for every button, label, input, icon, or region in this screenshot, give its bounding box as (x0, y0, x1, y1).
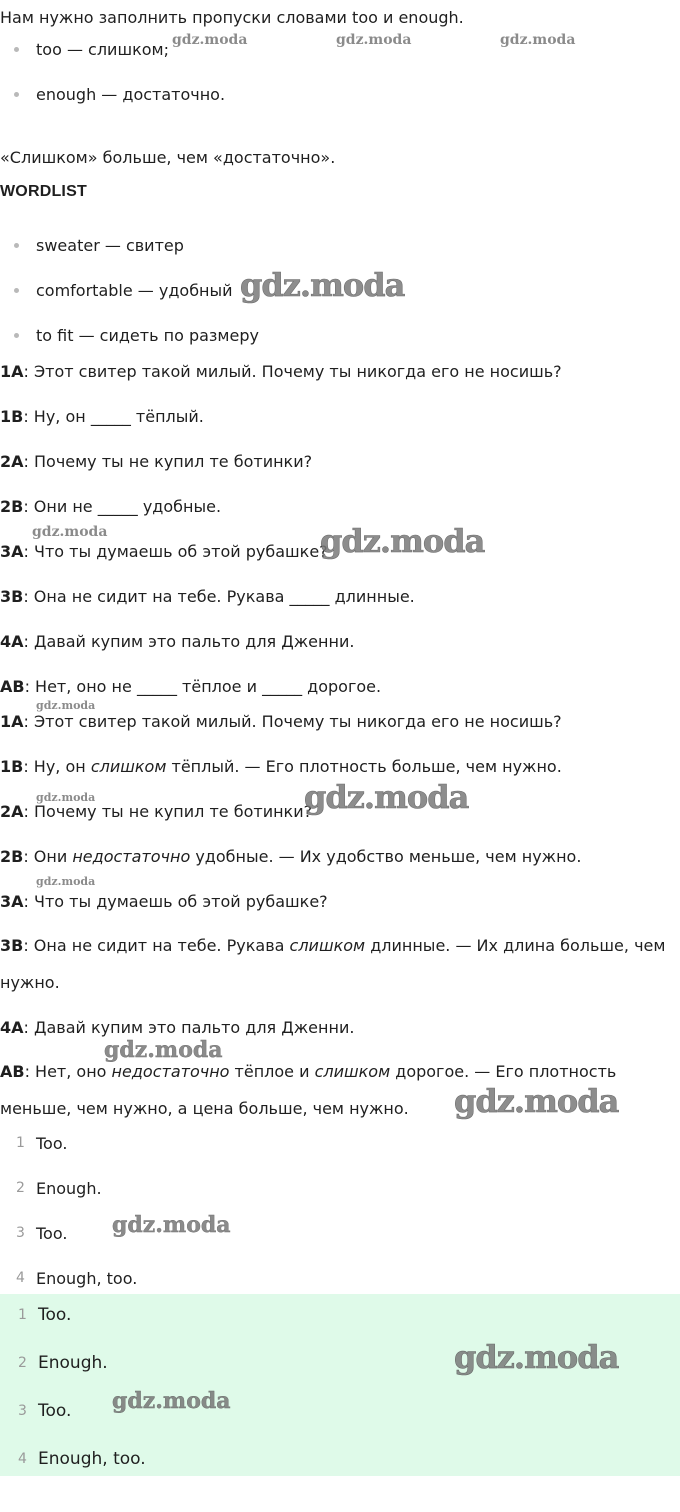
item-number: 2 (16, 1180, 25, 1196)
speaker-label: 1B (0, 407, 24, 426)
item-number: 1 (16, 1135, 25, 1151)
bullet-icon (14, 333, 19, 338)
note-text: «Слишком» больше, чем «достаточно». (0, 148, 336, 167)
watermark-logo: gdz.moda (32, 524, 108, 540)
speaker-label: 2B (0, 497, 24, 516)
watermark-logo: gdz.moda (240, 266, 405, 304)
speaker-label: 4A (0, 1018, 24, 1037)
dialogue-line: 3A: Что ты думаешь об этой рубашке? (0, 542, 328, 561)
watermark-logo: gdz.moda (454, 1082, 619, 1120)
intro-text: Нам нужно заполнить пропуски словами too и enough. (0, 8, 464, 27)
speaker-label: 1A (0, 712, 24, 731)
speaker-label: 2A (0, 452, 24, 471)
highlighted-answers: 1 Too. 2 Enough. 3 Too. 4 Enough, too. (0, 1294, 680, 1476)
speaker-label: 3B (0, 936, 24, 955)
item-number: 4 (18, 1451, 27, 1467)
speaker-label: 2A (0, 802, 24, 821)
dialogue-line: 2B: Они не _____ удобные. (0, 497, 222, 516)
dialogue-line: 1A: Этот свитер такой милый. Почему ты никогда его не носишь? (0, 362, 562, 381)
speaker-label: 2B (0, 847, 24, 866)
watermark-logo: gdz.moda (112, 1212, 231, 1238)
watermark-logo: gdz.moda (454, 1338, 619, 1376)
speaker-label: AB (0, 1062, 25, 1081)
dialogue-line: 1A: Этот свитер такой милый. Почему ты никогда его не носишь? (0, 712, 562, 731)
speaker-label: 4A (0, 632, 24, 651)
watermark-logo: gdz.moda (304, 778, 469, 816)
wordlist-heading: WORDLIST (0, 183, 87, 200)
speaker-label: 3B (0, 587, 24, 606)
item-number: 4 (16, 1270, 25, 1286)
bullet-icon (14, 288, 19, 293)
speaker-label: AB (0, 677, 25, 696)
dialogue-line: 2A: Почему ты не купил те ботинки? (0, 452, 313, 471)
watermark-logo: gdz.moda (36, 791, 96, 804)
dialogue-line: 1B: Ну, он слишком тёплый. — Его плотность больше, чем нужно. (0, 757, 562, 776)
dialogue-line: 2A: Почему ты не купил те ботинки? (0, 802, 313, 821)
item-number: 1 (18, 1307, 27, 1323)
bullet-icon (14, 243, 19, 248)
watermark-logo: gdz.moda (112, 1388, 231, 1414)
watermark-logo: gdz.moda (320, 522, 485, 560)
dialogue-line: AB: Нет, оно недостаточно тёплое и слишком дорогое. — Его плотность меньше, чем нужно, а цена больше, чем нужно. (0, 1062, 617, 1118)
dialogue-line: 3B: Она не сидит на тебе. Рукава слишком длинные. — Их длина больше, чем нужно. (0, 936, 666, 992)
item-number: 3 (16, 1225, 25, 1241)
bullet-icon (14, 47, 19, 52)
watermark-logo: gdz.moda (500, 32, 576, 48)
dialogue-line: 4A: Давай купим это пальто для Дженни. (0, 1018, 355, 1037)
speaker-label: 1A (0, 362, 24, 381)
speaker-label: 3A (0, 892, 24, 911)
bullet-icon (14, 92, 19, 97)
dialogue-line: AB: Нет, оно не _____ тёплое и _____ дорогое. (0, 677, 382, 696)
watermark-logo: gdz.moda (36, 699, 96, 712)
dialogue-line: 3B: Она не сидит на тебе. Рукава _____ длинные. (0, 587, 415, 606)
speaker-label: 3A (0, 542, 24, 561)
speaker-label: 1B (0, 757, 24, 776)
watermark-logo: gdz.moda (172, 32, 248, 48)
watermark-logo: gdz.moda (36, 875, 96, 888)
item-number: 3 (18, 1403, 27, 1419)
dialogue-line: 1B: Ну, он _____ тёплый. (0, 407, 204, 426)
dialogue-line: 3A: Что ты думаешь об этой рубашке? (0, 892, 328, 911)
item-number: 2 (18, 1355, 27, 1371)
dialogue-line: 2B: Они недостаточно удобные. — Их удобство меньше, чем нужно. (0, 847, 582, 866)
watermark-logo: gdz.moda (104, 1037, 223, 1063)
dialogue-line: 4A: Давай купим это пальто для Дженни. (0, 632, 355, 651)
watermark-logo: gdz.moda (336, 32, 412, 48)
